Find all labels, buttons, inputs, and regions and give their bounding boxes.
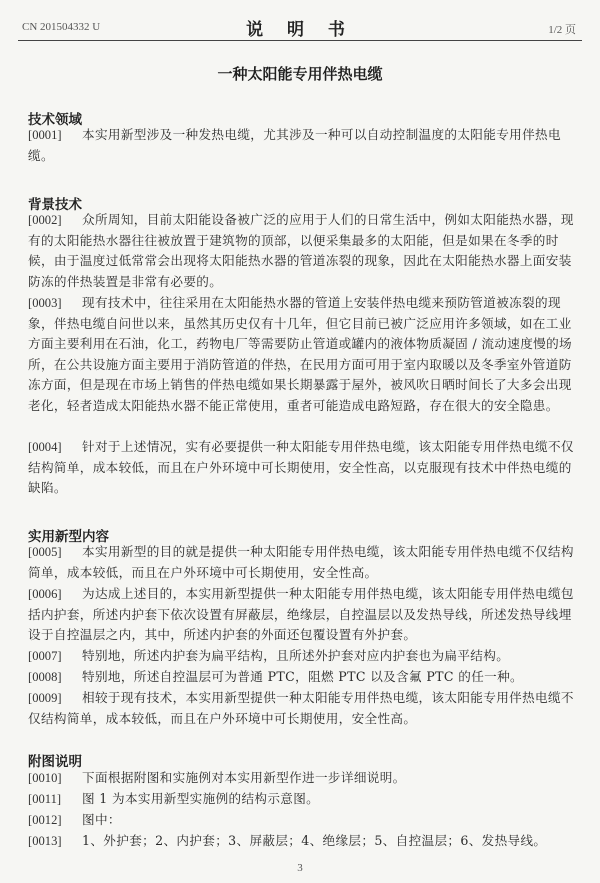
paragraph-0008 bbox=[28, 667, 574, 688]
paragraph-0010 bbox=[28, 768, 574, 789]
heading-drawings: 附图说明 bbox=[28, 754, 82, 770]
paragraph-number: [0004] bbox=[28, 440, 62, 454]
paragraph-number: [0010] bbox=[28, 771, 62, 785]
paragraph-text: 特别地，所述内护套为扁平结构，且所述外护套对应内护套也为扁平结构。 bbox=[82, 648, 510, 663]
paragraph-text: 本实用新型的目的就是提供一种太阳能专用伴热电缆，该太阳能专用伴热电缆不仅结构简单，成本较低，而且在户外环境中可长期使用，安全性高。 bbox=[28, 544, 574, 580]
paragraph-number: [0012] bbox=[28, 813, 62, 827]
paragraph-number: [0002] bbox=[28, 213, 62, 227]
paragraph-number: [0011] bbox=[28, 792, 62, 806]
paragraph-text: 下面根据附图和实施例对本实用新型作进一步详细说明。 bbox=[82, 770, 406, 785]
paragraph-text: 为达成上述目的，本实用新型提供一种太阳能专用伴热电缆，该太阳能专用伴热电缆包括内护套，所述内护套下依次设置有屏蔽层，绝缘层，自控温层以及发热导线，所述发热导线埋设于自控温层之内，其中，所述内护套的外面还包覆设置有外护套。 bbox=[28, 586, 574, 642]
paragraph-number: [0005] bbox=[28, 545, 62, 559]
document-title: 一种太阳能专用伴热电缆 bbox=[217, 65, 383, 83]
heading-tech-field: 技术领域 bbox=[28, 112, 82, 128]
paragraph-number: [0013] bbox=[28, 834, 62, 848]
paragraph-0011 bbox=[28, 789, 574, 810]
paragraph-text: 针对于上述情况，实有必要提供一种太阳能专用伴热电缆，该太阳能专用伴热电缆不仅结构简单，成本较低，而且在户外环境中可长期使用，安全性高，以克服现有技术中伴热电缆的缺陷。 bbox=[28, 439, 574, 495]
page-header bbox=[0, 0, 600, 44]
paragraph-0006 bbox=[28, 584, 574, 646]
paragraph-0003 bbox=[28, 293, 574, 416]
paragraph-text: 图 1 为本实用新型实施例的结构示意图。 bbox=[82, 791, 320, 806]
paragraph-text: 图中： bbox=[82, 812, 121, 827]
paragraph-number: [0008] bbox=[28, 670, 62, 684]
paragraph-text: 现有技术中，往往采用在太阳能热水器的管道上安装伴热电缆来预防管道被冻裂的现象，伴热电缆自问世以来，虽然其历史仅有十几年，但它目前已被广泛应用许多领域，如在工业方面主要利用在石油，化工，药物电厂等需要防止管道或罐内的液体物质凝固 / 流动速度慢的场所，在公共设施方面主要用于消防管道的伴热，在民用方面可用于室内取暖以及冬季室外管道防冻方面，但是现在市场上销售的伴热电缆如果长期暴露于屋外，被风吹日晒时间长了大多会出现老化，轻者造成太阳能热水器不能正常使用，重者可能造成电路短路，存在很大的安全隐患。 bbox=[28, 295, 572, 413]
paragraph-0013 bbox=[28, 831, 574, 852]
paragraph-text: 1、外护套；2、内护套；3、屏蔽层；4、绝缘层；5、自控温层；6、发热导线。 bbox=[82, 833, 547, 848]
heading-background: 背景技术 bbox=[28, 197, 82, 213]
page-number: 3 bbox=[297, 862, 303, 874]
paragraph-0007 bbox=[28, 646, 574, 667]
section-title: 说 明 书 bbox=[246, 20, 354, 40]
paragraph-text: 特别地，所述自控温层可为普通 PTC，阻燃 PTC 以及含氟 PTC 的任一种。 bbox=[82, 669, 523, 684]
paragraph-text: 众所周知，目前太阳能设备被广泛的应用于人们的日常生活中，例如太阳能热水器，现有的太阳能热水器往往被放置于建筑物的顶部，以便采集最多的太阳能，但是如果在冬季的时候，由于温度过低常常会出现将太阳能热水器的管道冻裂的现象，因此在太阳能热水器上面安装防冻的伴热装置是非常有必要的。 bbox=[28, 212, 574, 289]
paragraph-0004 bbox=[28, 437, 574, 499]
heading-utility-content: 实用新型内容 bbox=[28, 529, 109, 545]
doc-number: CN 201504332 U bbox=[22, 21, 101, 33]
page-label: 1/2 页 bbox=[548, 24, 576, 36]
paragraph-text: 相较于现有技术，本实用新型提供一种太阳能专用伴热电缆，该太阳能专用伴热电缆不仅结构简单，成本较低，而且在户外环境中可长期使用，安全性高。 bbox=[28, 690, 574, 726]
paragraph-0005 bbox=[28, 542, 574, 583]
paragraph-0009 bbox=[28, 688, 574, 729]
paragraph-0012 bbox=[28, 810, 574, 831]
paragraph-number: [0001] bbox=[28, 128, 62, 142]
paragraph-number: [0003] bbox=[28, 296, 62, 310]
paragraph-number: [0006] bbox=[28, 587, 62, 601]
paragraph-0001 bbox=[28, 125, 574, 166]
paragraph-0002 bbox=[28, 210, 574, 292]
header-divider bbox=[18, 40, 582, 41]
paragraph-text: 本实用新型涉及一种发热电缆，尤其涉及一种可以自动控制温度的太阳能专用伴热电缆。 bbox=[28, 127, 561, 163]
paragraph-number: [0009] bbox=[28, 691, 62, 705]
paragraph-number: [0007] bbox=[28, 649, 62, 663]
